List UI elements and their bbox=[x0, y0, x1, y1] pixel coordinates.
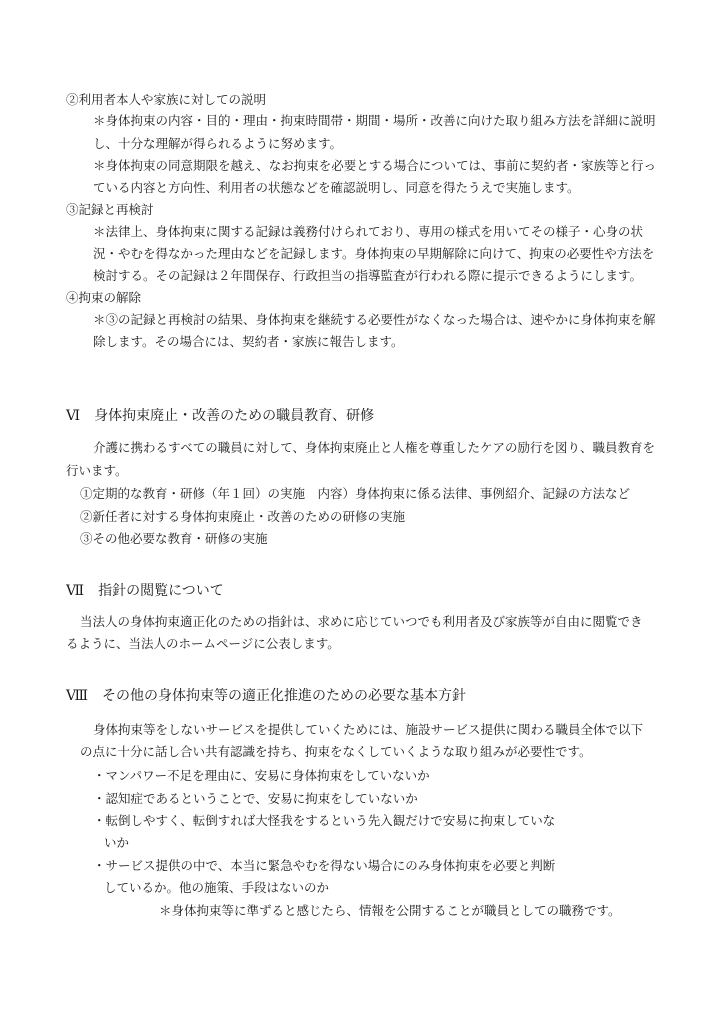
section-viii-intro-line: の点に十分に話し合い共有認識を持ち、拘束をなくしていくような取り組みが必要性です。 bbox=[80, 744, 592, 759]
section-vii-body-line: 当法人の身体拘束適正化のための指針は、求めに応じていつでも利用者及び家族等が自由に閲覧でき bbox=[80, 614, 643, 629]
item-4-text-line: ＊③の記録と再検討の結果、身体拘束を継続する必要性がなくなった場合は、速やかに身体拘束を解 bbox=[93, 312, 656, 327]
item-3-title: ③記録と再検討 bbox=[66, 202, 154, 217]
item-3-text-line: ＊法律上、身体拘束に関する記録は義務付けられており、専用の様式を用いてその様子・心身の状 bbox=[93, 224, 644, 239]
training-list-item: ②新任者に対する身体拘束廃止・改善のための研修の実施 bbox=[80, 509, 406, 524]
checklist-item: ・転倒しやすく、転倒すれば大怪我をするという先入観だけで安易に拘束していな bbox=[93, 813, 556, 828]
item-4-text-line: 除します。その場合には、契約者・家族に報告します。 bbox=[93, 334, 404, 349]
item-2-text-line: し、十分な理解が得られるように努めます。 bbox=[93, 136, 343, 151]
checklist-item: ・マンパワー不足を理由に、安易に身体拘束をしていないか bbox=[93, 768, 430, 783]
checklist-item-continuation: いか bbox=[104, 835, 130, 850]
section-vi-intro-line: 介護に携わるすべての職員に対して、身体拘束廃止と人権を尊重したケアの励行を図り、職員教育を bbox=[93, 440, 656, 455]
section-vii-heading: Ⅶ 指針の閲覧について bbox=[66, 583, 224, 599]
item-2-text-line: ＊身体拘束の同意期限を越え、なお拘束を必要とする場合については、事前に契約者・家族等と行っ bbox=[93, 158, 657, 173]
item-2-title: ②利用者本人や家族に対しての説明 bbox=[66, 92, 267, 107]
checklist-item: ・サービス提供の中で、本当に緊急やむを得ない場合にのみ身体拘束を必要と判断 bbox=[93, 858, 556, 873]
training-list-item: ③その他必要な教育・研修の実施 bbox=[80, 531, 268, 546]
section-vii-body-line: るように、当法人のホームページに公表します。 bbox=[66, 636, 340, 651]
item-2-text-line: ＊身体拘束の内容・目的・理由・拘束時間帯・期間・場所・改善に向けた取り組み方法を詳細に説明 bbox=[93, 113, 656, 128]
item-2-text-line: ている内容と方向性、利用者の状態などを確認説明し、同意を得たうえで実施します。 bbox=[93, 180, 580, 195]
checklist-item: ・認知症であるということで、安易に拘束をしていないか bbox=[93, 791, 418, 806]
section-viii-intro-line: 身体拘束等をしないサービスを提供していくためには、施設サービス提供に関わる職員全体で以下 bbox=[93, 722, 644, 737]
section-vi-heading: Ⅵ 身体拘束廃止・改善のための職員教育、研修 bbox=[66, 408, 375, 424]
closing-note: ＊身体拘束等に準ずると感じたら、情報を公開することが職員としての職務です。 bbox=[159, 903, 621, 918]
item-3-text-line: 検討する。その記録は２年間保存、行政担当の指導監査が行われる際に提示できるようにします。 bbox=[93, 268, 643, 283]
checklist-item-continuation: しているか。他の施策、手段はないのか bbox=[104, 880, 330, 895]
section-vi-intro-line: 行います。 bbox=[66, 463, 128, 478]
item-4-title: ④拘束の解除 bbox=[66, 290, 142, 305]
section-viii-heading: Ⅷ その他の身体拘束等の適正化推進のための必要な基本方針 bbox=[66, 688, 467, 704]
training-list-item: ①定期的な教育・研修（年１回）の実施 内容）身体拘束に係る法律、事例紹介、記録の方法など bbox=[80, 486, 631, 501]
item-3-text-line: 況・やむを得なかった理由などを記録します。身体拘束の早期解除に向けて、拘束の必要性や方法を bbox=[93, 246, 655, 261]
